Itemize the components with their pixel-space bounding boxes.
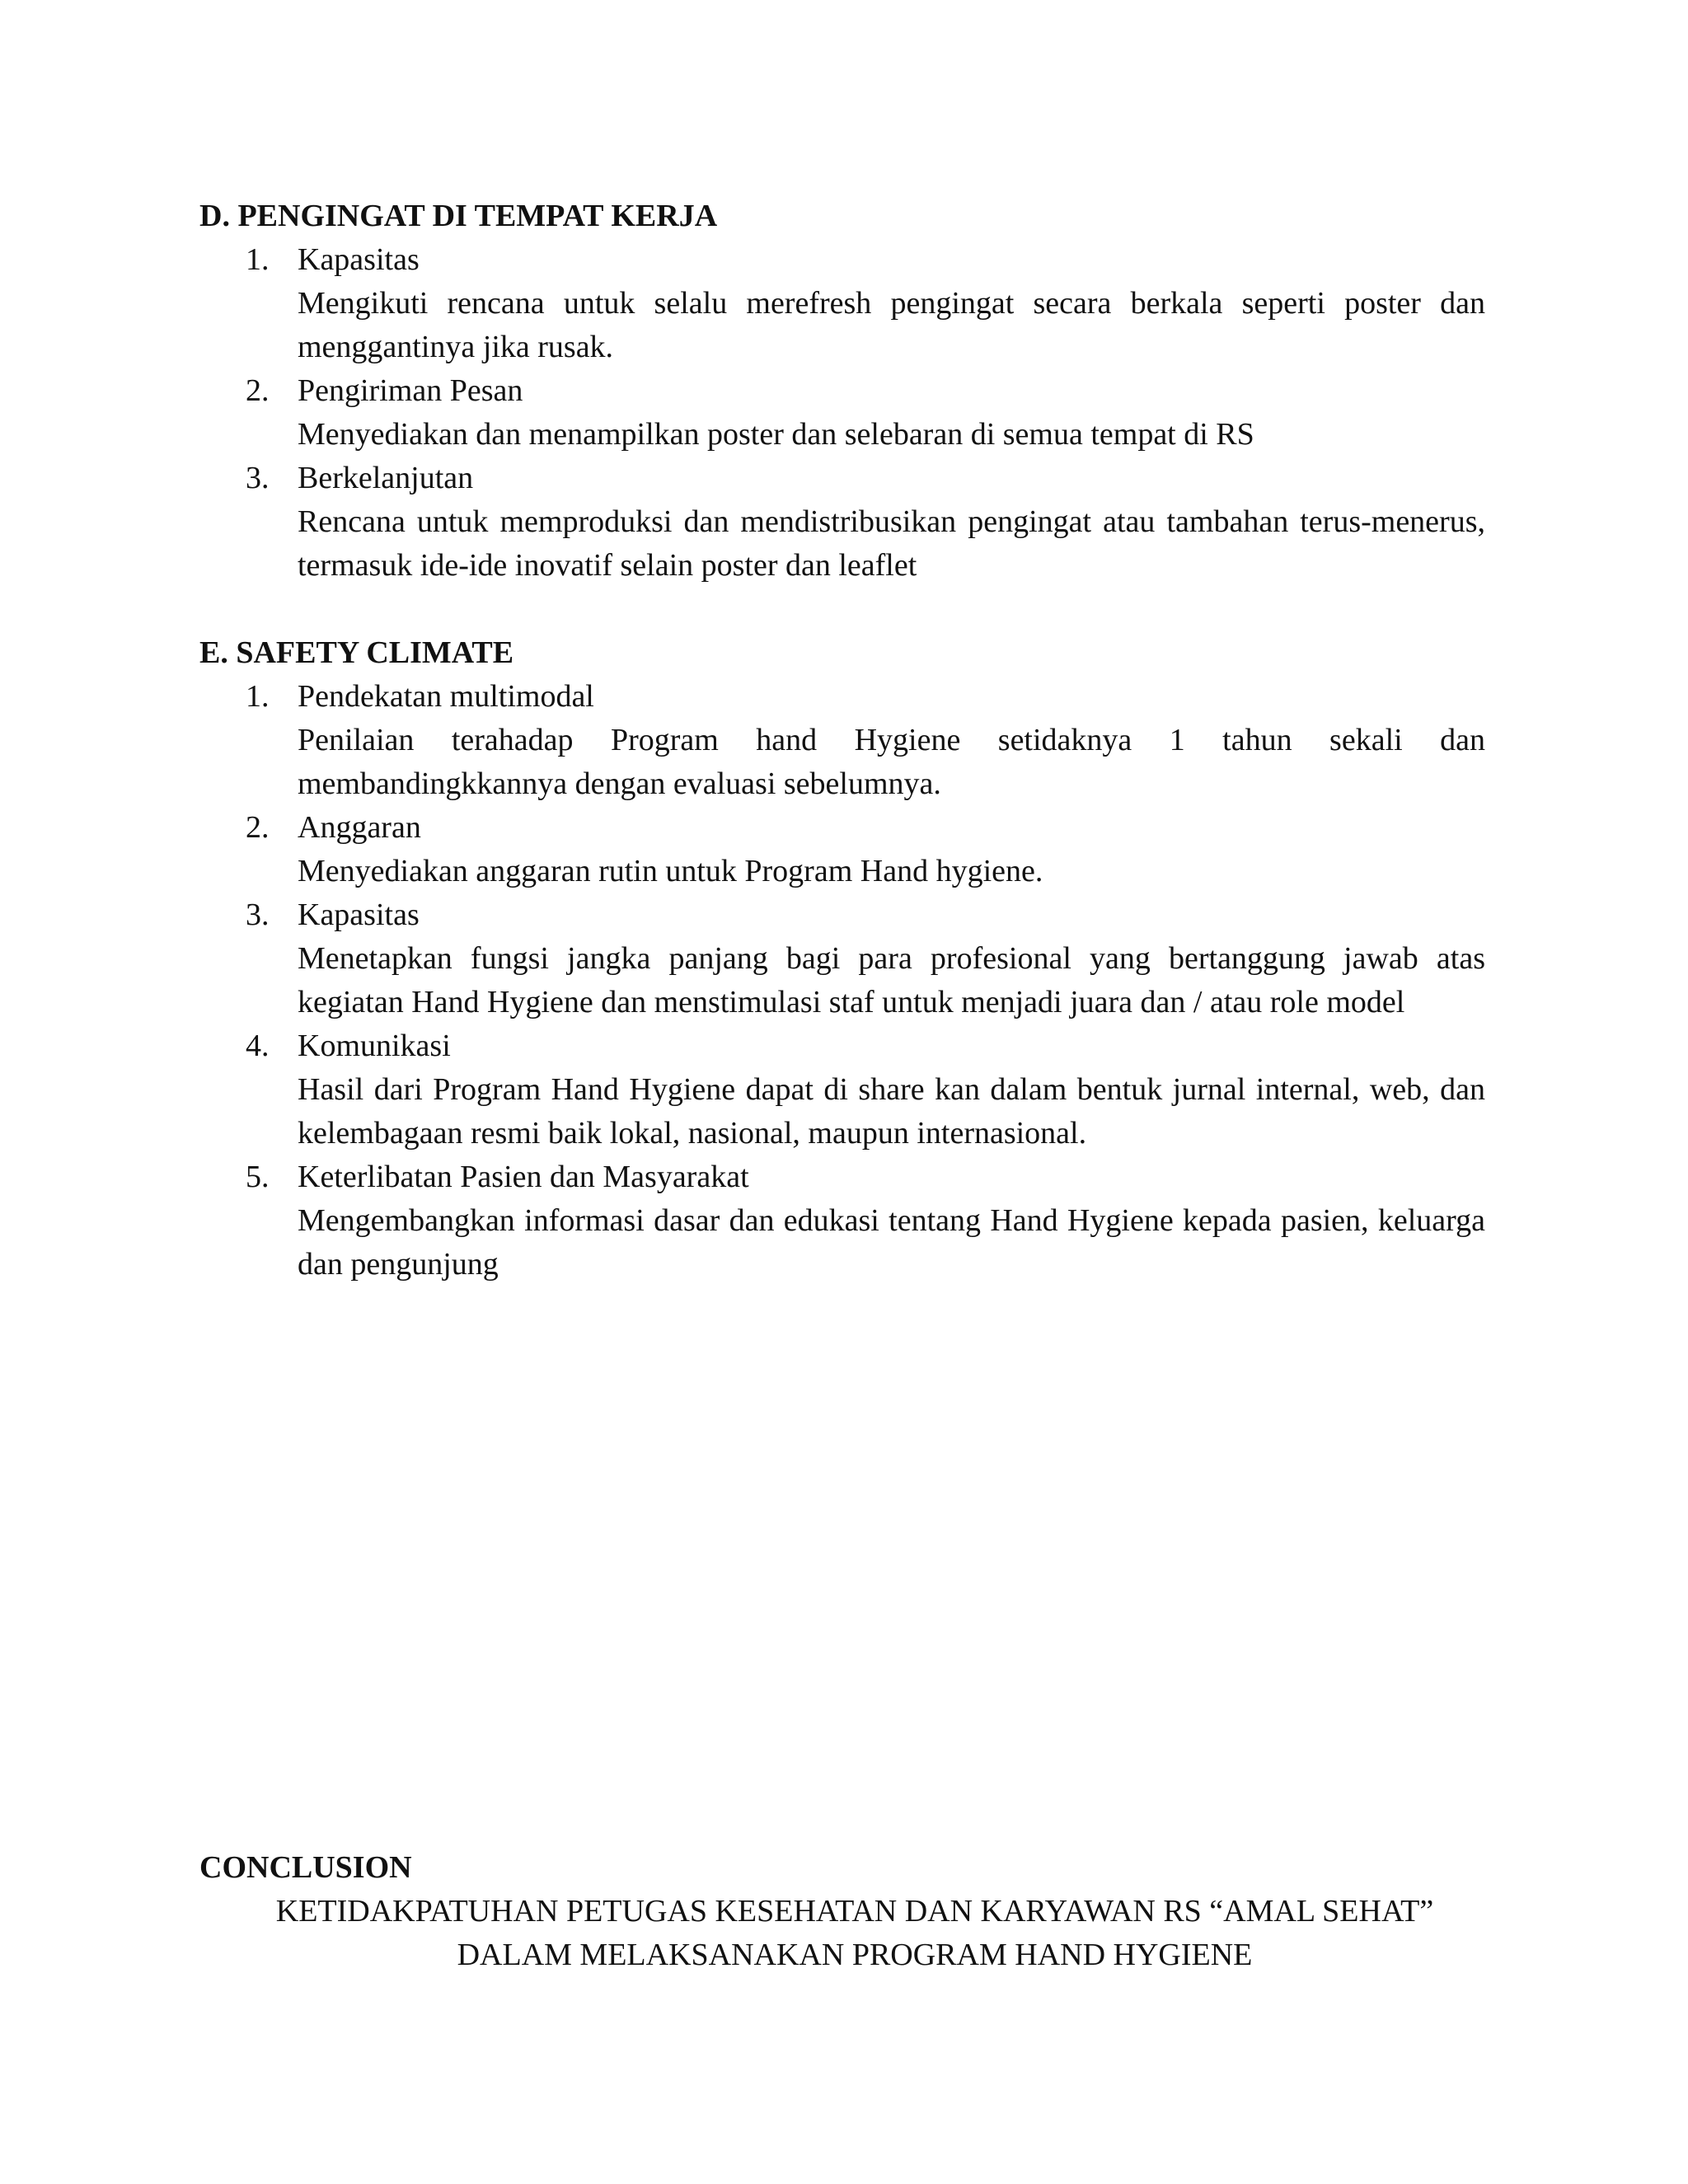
item-title: Kapasitas xyxy=(298,898,420,932)
list-item xyxy=(199,893,1485,1024)
item-title: Keterlibatan Pasien dan Masyarakat xyxy=(298,1160,749,1194)
item-title: Kapasitas xyxy=(298,242,420,277)
item-description: Mengembangkan informasi dasar dan edukasi tentang Hand Hygiene kepada pasien, keluarga dan pengunjung xyxy=(298,1203,1485,1282)
section-e-heading: E. SAFETY CLIMATE xyxy=(199,635,514,670)
list-item xyxy=(199,1024,1485,1155)
list-item xyxy=(199,1155,1485,1286)
item-title: Pengiriman Pesan xyxy=(298,373,523,408)
item-number: 2. xyxy=(246,810,270,845)
item-description: Rencana untuk memproduksi dan mendistribusikan pengingat atau tambahan terus-menerus, termasuk ide-ide inovatif selain poster dan leaflet xyxy=(298,504,1485,583)
item-description: Penilaian terahadap Program hand Hygiene setidaknya 1 tahun sekali dan membandingkkannya dengan evaluasi sebelumnya. xyxy=(298,723,1485,801)
item-description: Menetapkan fungsi jangka panjang bagi para profesional yang bertanggung jawab atas kegiatan Hand Hygiene dan menstimulasi staf untuk menjadi juara dan / atau role model xyxy=(298,941,1485,1019)
item-number: 3. xyxy=(246,461,270,495)
conclusion-section xyxy=(199,1846,1485,1977)
section-e-list xyxy=(199,675,1485,1286)
conclusion-line-1: KETIDAKPATUHAN PETUGAS KESEHATAN DAN KARYAWAN RS “AMAL SEHAT” xyxy=(275,1894,1434,1929)
item-number: 2. xyxy=(246,373,270,408)
item-number: 1. xyxy=(246,679,270,714)
item-description: Hasil dari Program Hand Hygiene dapat di share kan dalam bentuk jurnal internal, web, dan kelembagaan resmi baik lokal, nasional, maupun internasional. xyxy=(298,1072,1485,1151)
list-item xyxy=(199,806,1485,893)
list-item xyxy=(199,675,1485,806)
section-d-list xyxy=(199,238,1485,588)
item-number: 1. xyxy=(246,242,270,277)
item-title: Pendekatan multimodal xyxy=(298,679,594,714)
item-title: Anggaran xyxy=(298,810,421,845)
list-item xyxy=(199,457,1485,588)
list-item xyxy=(199,369,1485,457)
item-title: Komunikasi xyxy=(298,1029,451,1063)
section-e xyxy=(199,631,1485,1286)
item-number: 5. xyxy=(246,1160,270,1194)
list-item xyxy=(199,238,1485,369)
conclusion-line-2: DALAM MELAKSANAKAN PROGRAM HAND HYGIENE xyxy=(457,1938,1253,1972)
conclusion-heading: CONCLUSION xyxy=(199,1850,412,1885)
section-d xyxy=(199,194,1485,588)
item-title: Berkelanjutan xyxy=(298,461,474,495)
item-description: Mengikuti rencana untuk selalu merefresh pengingat secara berkala seperti poster dan menggantinya jika rusak. xyxy=(298,286,1485,364)
item-description: Menyediakan dan menampilkan poster dan selebaran di semua tempat di RS xyxy=(298,417,1254,452)
item-description: Menyediakan anggaran rutin untuk Program Hand hygiene. xyxy=(298,854,1043,888)
document-body xyxy=(199,194,1485,1286)
item-number: 3. xyxy=(246,898,270,932)
item-number: 4. xyxy=(246,1029,270,1063)
section-d-heading: D. PENGINGAT DI TEMPAT KERJA xyxy=(199,199,718,233)
